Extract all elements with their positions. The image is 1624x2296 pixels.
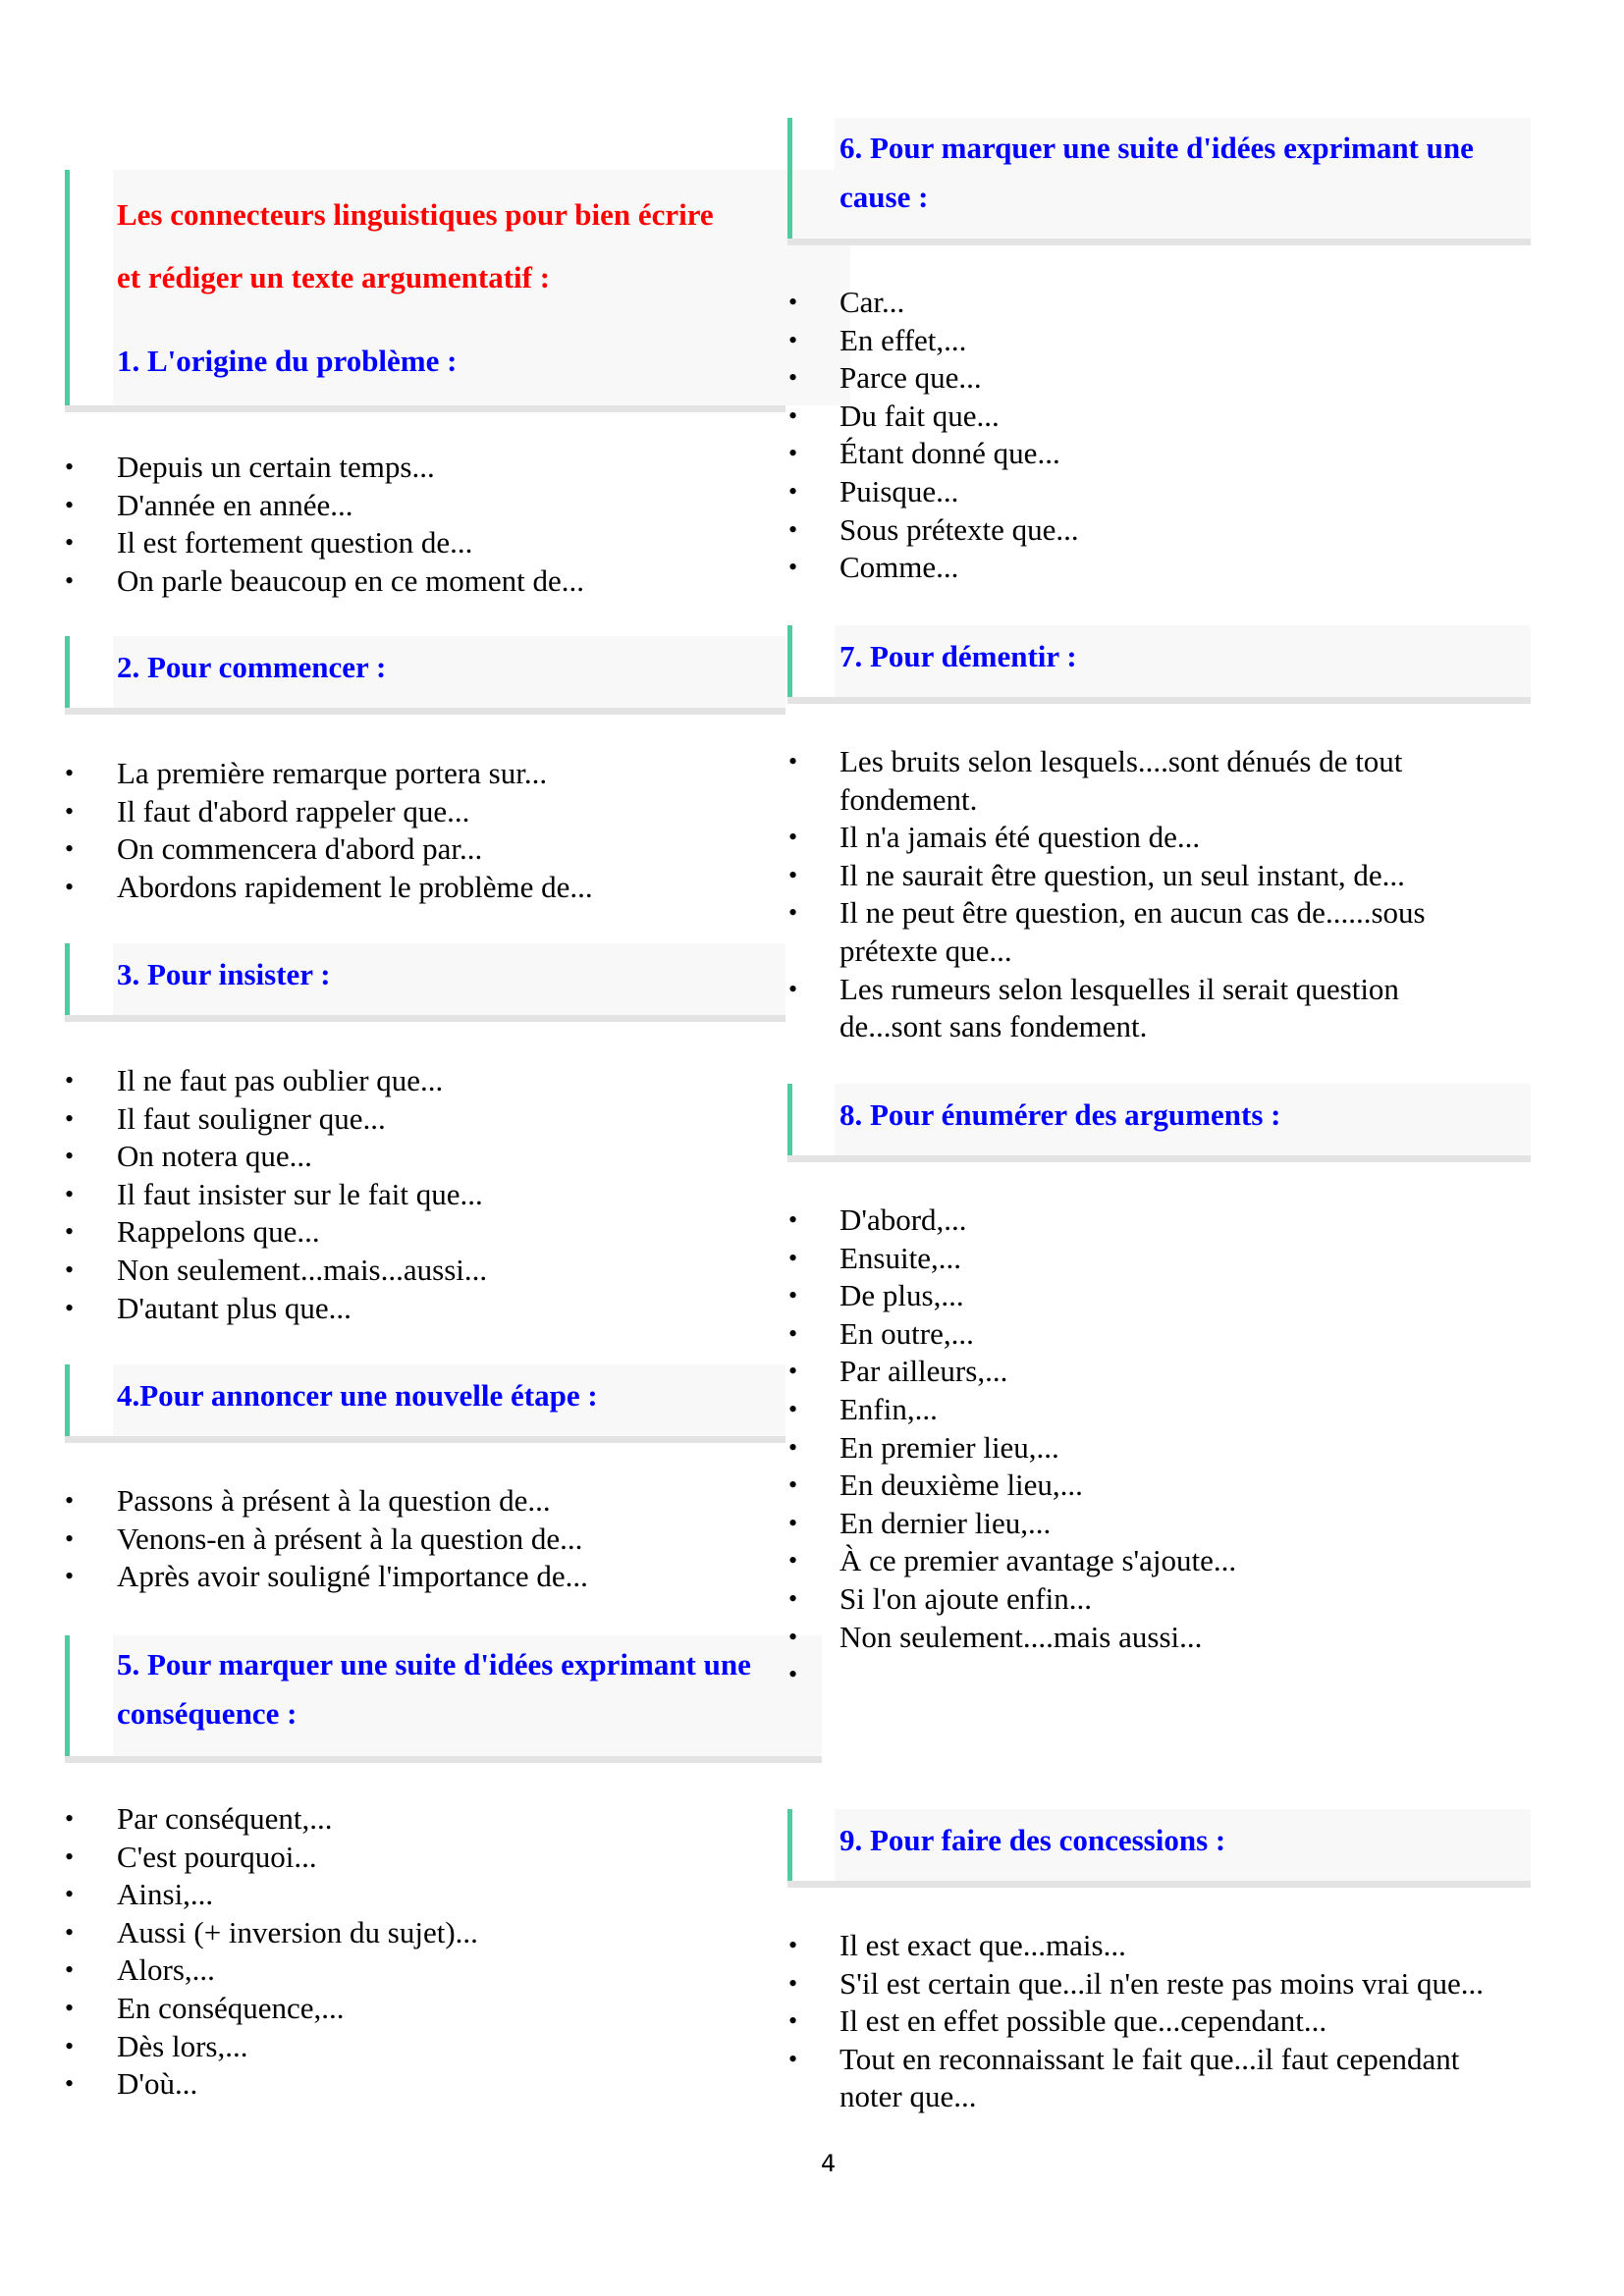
document-title-line2: et rédiger un texte argumentatif : bbox=[117, 260, 551, 294]
list-item: • Passons à présent à la question de... bbox=[65, 1482, 588, 1521]
page-number: 4 bbox=[821, 2150, 837, 2177]
list-item: • Comme... bbox=[788, 549, 1079, 587]
bullet-icon: • bbox=[65, 1066, 75, 1095]
accent-bar bbox=[787, 625, 792, 697]
list-item: • Abordons rapidement le problème de... bbox=[65, 869, 593, 907]
list-item: • Il est exact que...mais... bbox=[788, 1927, 1535, 1965]
list-item: • Il faut insister sur le fait que... bbox=[65, 1176, 487, 1214]
bullet-icon: • bbox=[788, 1622, 798, 1651]
bullet-icon: • bbox=[65, 1142, 75, 1171]
section-6-heading-line1: 6. Pour marquer une suite d'idées exprimant une bbox=[839, 131, 1474, 165]
list-item: • D'autant plus que... bbox=[65, 1290, 487, 1328]
list-item: • Les bruits selon lesquels....sont dénués de tout fondement. bbox=[788, 744, 1403, 817]
bullet-icon: • bbox=[788, 1432, 798, 1462]
list-item: • D'année en année... bbox=[65, 487, 584, 525]
list-item: • S'il est certain que...il n'en reste pas moins vrai que... bbox=[788, 1965, 1535, 2003]
bullet-icon: • bbox=[788, 898, 798, 928]
list-item: • À ce premier avantage s'ajoute... bbox=[788, 1542, 1236, 1580]
accent-bar bbox=[787, 1809, 792, 1881]
bullet-icon: • bbox=[788, 288, 798, 316]
list-item-empty bbox=[788, 1656, 1236, 1694]
bullet-icon: • bbox=[788, 823, 798, 852]
list-item: • Il est fortement question de... bbox=[65, 524, 584, 562]
accent-bar bbox=[65, 636, 70, 708]
list-item: • Ainsi,... bbox=[65, 1876, 478, 1914]
list-item: • Les rumeurs selon lesquelles il serait question de...sont sans fondement. bbox=[788, 971, 1399, 1044]
bullet-icon: • bbox=[788, 1583, 798, 1613]
bullet-icon: • bbox=[788, 1281, 798, 1310]
bullet-icon: • bbox=[65, 834, 75, 864]
header-rule bbox=[787, 697, 1531, 704]
accent-bar bbox=[787, 118, 792, 239]
bullet-icon: • bbox=[65, 2069, 75, 2099]
list-item: • Il est en effet possible que...cependant... bbox=[788, 2002, 1535, 2041]
list-item: • La première remarque portera sur... bbox=[65, 755, 593, 793]
section-9-list bbox=[788, 1927, 1535, 2116]
bullet-icon: • bbox=[65, 1804, 75, 1833]
list-item: • Non seulement...mais...aussi... bbox=[65, 1252, 487, 1290]
list-item: • En effet,... bbox=[788, 322, 1079, 360]
bullet-icon: • bbox=[788, 1394, 798, 1423]
bullet-icon: • bbox=[788, 860, 798, 889]
list-item: • Non seulement....mais aussi... bbox=[788, 1619, 1236, 1657]
accent-bar bbox=[65, 170, 70, 405]
section-3-list bbox=[65, 1062, 487, 1327]
section-3-heading: 3. Pour insister : bbox=[117, 957, 331, 991]
header-rule bbox=[65, 708, 785, 715]
section-1-heading: 1. L'origine du problème : bbox=[117, 344, 458, 378]
list-item: • Alors,... bbox=[65, 1951, 478, 1990]
list-item: • Il faut souligner que... bbox=[65, 1100, 487, 1139]
list-item: • En outre,... bbox=[788, 1315, 1236, 1354]
list-item: • De plus,... bbox=[788, 1277, 1236, 1315]
list-item: • En premier lieu,... bbox=[788, 1429, 1236, 1468]
bullet-icon: • bbox=[65, 1103, 75, 1133]
section-8-list bbox=[788, 1201, 1236, 1694]
bullet-icon: • bbox=[788, 2044, 798, 2073]
bullet-icon: • bbox=[65, 1523, 75, 1553]
bullet-icon: • bbox=[788, 400, 798, 430]
header-rule bbox=[65, 1015, 785, 1022]
section-2-list bbox=[65, 755, 593, 906]
list-item: • Tout en reconnaissant le fait que...il faut cependant noter que... bbox=[788, 2041, 1460, 2114]
bullet-icon: • bbox=[65, 528, 75, 558]
section-4-heading: 4.Pour annoncer une nouvelle étape : bbox=[117, 1378, 598, 1413]
accent-bar bbox=[65, 1635, 70, 1756]
bullet-icon: • bbox=[65, 759, 75, 787]
list-item: • Étant donné que... bbox=[788, 435, 1079, 473]
bullet-icon: • bbox=[65, 1842, 75, 1871]
bullet-icon: • bbox=[788, 553, 798, 582]
bullet-icon: • bbox=[788, 1318, 798, 1348]
section-8-heading: 8. Pour énumérer des arguments : bbox=[839, 1097, 1281, 1132]
section-9-heading: 9. Pour faire des concessions : bbox=[839, 1823, 1226, 1857]
list-item: • Rappelons que... bbox=[65, 1213, 487, 1252]
section-5-heading-line1: 5. Pour marquer une suite d'idées exprimant une bbox=[117, 1647, 751, 1682]
list-item: • D'où... bbox=[65, 2065, 478, 2104]
header-rule bbox=[65, 1436, 785, 1443]
section-6-heading-line2: cause : bbox=[839, 180, 929, 214]
bullet-icon: • bbox=[65, 1255, 75, 1284]
list-item: • D'abord,... bbox=[788, 1201, 1236, 1240]
bullet-icon: • bbox=[65, 565, 75, 595]
list-item: • Il ne faut pas oublier que... bbox=[65, 1062, 487, 1100]
list-item: • Dès lors,... bbox=[65, 2028, 478, 2066]
bullet-icon: • bbox=[65, 1179, 75, 1208]
list-item: • On notera que... bbox=[65, 1138, 487, 1176]
list-item: • Du fait que... bbox=[788, 398, 1079, 436]
accent-bar bbox=[65, 1364, 70, 1436]
document-title-line1: Les connecteurs linguistiques pour bien écrire bbox=[117, 197, 714, 232]
section-7-list bbox=[788, 743, 1495, 1046]
list-item: • On parle beaucoup en ce moment de... bbox=[65, 562, 584, 601]
list-item: • Car... bbox=[788, 284, 1079, 322]
list-item: • En dernier lieu,... bbox=[788, 1505, 1236, 1543]
list-item: • Il n'a jamais été question de... bbox=[788, 819, 1495, 857]
list-item: • Ensuite,... bbox=[788, 1240, 1236, 1278]
list-item: • Après avoir souligné l'importance de... bbox=[65, 1558, 588, 1596]
bullet-icon: • bbox=[788, 1243, 798, 1272]
bullet-icon: • bbox=[65, 453, 75, 481]
list-item: • Sous prétexte que... bbox=[788, 511, 1079, 550]
bullet-icon: • bbox=[788, 1968, 798, 1998]
list-item: • C'est pourquoi... bbox=[65, 1839, 478, 1877]
bullet-icon: • bbox=[788, 1470, 798, 1500]
bullet-icon: • bbox=[65, 2031, 75, 2060]
bullet-icon: • bbox=[65, 1955, 75, 1985]
bullet-icon: • bbox=[788, 1205, 798, 1234]
section-7-heading: 7. Pour démentir : bbox=[839, 639, 1077, 673]
bullet-icon: • bbox=[65, 1293, 75, 1322]
bullet-icon: • bbox=[788, 2006, 798, 2036]
header-rule bbox=[65, 405, 785, 412]
list-item: • Enfin,... bbox=[788, 1391, 1236, 1429]
list-item: • On commencera d'abord par... bbox=[65, 830, 593, 869]
bullet-icon: • bbox=[788, 1546, 798, 1575]
list-item: • Puisque... bbox=[788, 473, 1079, 511]
section-5-heading-line2: conséquence : bbox=[117, 1696, 298, 1731]
header-rule bbox=[787, 1881, 1531, 1888]
bullet-icon: • bbox=[65, 1993, 75, 2022]
list-item: • Par ailleurs,... bbox=[788, 1353, 1236, 1391]
list-item: • Il ne peut être question, en aucun cas de......sous prétexte que... bbox=[788, 895, 1426, 968]
section-5-heading-clip bbox=[117, 1647, 787, 1682]
bullet-icon: • bbox=[65, 1562, 75, 1591]
bullet-icon: • bbox=[788, 1660, 798, 1689]
list-item: • Si l'on ajoute enfin... bbox=[788, 1580, 1236, 1619]
bullet-icon: • bbox=[65, 490, 75, 519]
section-6-list bbox=[788, 284, 1079, 587]
list-item: • Par conséquent,... bbox=[65, 1800, 478, 1839]
bullet-icon: • bbox=[788, 514, 798, 544]
accent-bar bbox=[65, 943, 70, 1015]
bullet-icon: • bbox=[788, 1357, 798, 1386]
bullet-icon: • bbox=[788, 363, 798, 393]
bullet-icon: • bbox=[788, 325, 798, 354]
header-rule bbox=[787, 239, 1531, 245]
header-rule bbox=[65, 1756, 822, 1763]
bullet-icon: • bbox=[65, 1880, 75, 1909]
section-4-list bbox=[65, 1482, 588, 1596]
bullet-icon: • bbox=[788, 974, 798, 1003]
section-5-list bbox=[65, 1800, 478, 2104]
list-item: • Il faut d'abord rappeler que... bbox=[65, 793, 593, 831]
bullet-icon: • bbox=[65, 796, 75, 826]
bullet-icon: • bbox=[788, 1931, 798, 1959]
bullet-icon: • bbox=[788, 439, 798, 468]
list-item: • Parce que... bbox=[788, 359, 1079, 398]
bullet-icon: • bbox=[788, 1508, 798, 1537]
list-item: • Depuis un certain temps... bbox=[65, 449, 584, 487]
header-rule bbox=[787, 1155, 1531, 1162]
bullet-icon: • bbox=[65, 1486, 75, 1515]
bullet-icon: • bbox=[65, 872, 75, 901]
section-1-list bbox=[65, 449, 584, 600]
accent-bar bbox=[787, 1084, 792, 1155]
bullet-icon: • bbox=[65, 1217, 75, 1247]
bullet-icon: • bbox=[788, 476, 798, 506]
list-item: • Venons-en à présent à la question de... bbox=[65, 1521, 588, 1559]
list-item: • En conséquence,... bbox=[65, 1990, 478, 2028]
bullet-icon: • bbox=[788, 747, 798, 775]
section-2-heading: 2. Pour commencer : bbox=[117, 650, 387, 684]
bullet-icon: • bbox=[65, 1917, 75, 1947]
list-item: • Aussi (+ inversion du sujet)... bbox=[65, 1914, 478, 1952]
list-item: • Il ne saurait être question, un seul instant, de... bbox=[788, 857, 1495, 895]
list-item: • En deuxième lieu,... bbox=[788, 1467, 1236, 1505]
